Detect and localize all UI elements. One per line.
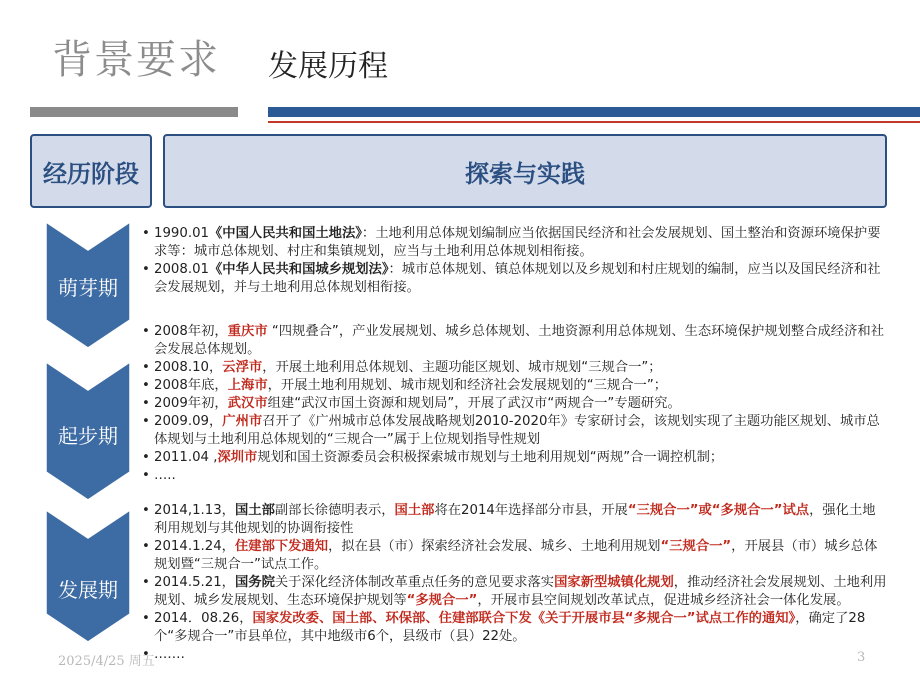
- title-divider-gray: [30, 107, 238, 117]
- stage-column-header: 经历阶段: [30, 134, 152, 208]
- list-item: • …..: [140, 467, 888, 485]
- list-item: • 2008年底，上海市，开展土地利用规划、城市规划和经济社会发展规划的“三规合一”；: [140, 377, 888, 395]
- page-number: 3: [857, 650, 866, 665]
- list-item: • 2008.10，云浮市，开展土地利用总体规划、主题功能区规划、城市规划“三规合一”；: [140, 359, 888, 377]
- stage-label: 萌芽期: [58, 276, 118, 300]
- list-item: • 2009年初，武汉市组建“武汉市国土资源和规划局”，开展了武汉市“两规合一”专题研究。: [140, 395, 888, 413]
- list-item: • 2008.01《中华人民共和国城乡规划法》：城市总体规划、镇总体规划以及乡规划和村庄规划的编制，应当以及国民经济和社会发展规划，并与土地利用总体规划相衔接。: [140, 261, 888, 297]
- list-item: • 2014,1.13，国土部副部长徐德明表示，国土部将在2014年选择部分市县，开展“三规合一”或“多规合一”试点，强化土地利用规划与其他规划的协调衔接性: [140, 502, 888, 538]
- title-divider-thin: [268, 121, 920, 123]
- list-item: • 2008年初，重庆市 “四规叠合”，产业发展规划、城乡总体规划、土地资源利用总体规划、生态环境保护规划整合成经济和社会发展总体规划。: [140, 323, 888, 359]
- list-item: • 2009.09，广州市召开了《广州城市总体发展战略规划2010-2020年》专家研讨会，该规划实现了主题功能区规划、城市总体规划与土地利用总体规划的“三规合一”属于上位规划指导性规划: [140, 413, 888, 449]
- list-item: • 2014.1.24，住建部下发通知，拟在县（市）探索经济社会发展、城乡、土地利用规划“三规合一”，开展县（市）城乡总体规划暨“三规合一”试点工作。: [140, 538, 888, 574]
- list-item: • 2011.04 ,深圳市规划和国土资源委员会积极探索城市规划与土地利用规划“两规”合一调控机制；: [140, 449, 888, 467]
- list-item: • 1990.01《中国人民共和国土地法》：土地利用总体规划编制应当依据国民经济和社会发展规划、国土整治和资源环境保护要求等：城市总体规划、村庄和集镇规划，应当与土地利用总体规划相衔接。: [140, 225, 888, 261]
- practice-column-header: 探索与实践: [163, 134, 887, 208]
- develop-stage-content: [140, 502, 888, 664]
- stage-chevron-develop: [46, 510, 130, 642]
- list-item: • …….: [140, 646, 888, 664]
- footer-date: 2025/4/25 周五: [58, 654, 155, 669]
- page-title: 背景要求: [52, 37, 220, 83]
- stage-label: 起步期: [58, 424, 118, 448]
- stage-chevron-sprout: [46, 222, 130, 348]
- stage-label: 发展期: [58, 578, 118, 602]
- title-divider-blue: [268, 107, 920, 117]
- page-subtitle: 发展历程: [268, 49, 388, 84]
- list-item: • 2014．08.26，国家发改委、国土部、环保部、住建部联合下发《关于开展市县“多规合一”试点工作的通知》，确定了28个“多规合一”市县单位，其中地级市6个，县级市（县）22处。: [140, 610, 888, 646]
- list-item: • 2014.5.21，国务院关于深化经济体制改革重点任务的意见要求落实国家新型城镇化规划，推动经济社会发展规划、土地利用规划、城乡发展规划、生态环境保护规划等“多规合一”，开展市县空间规划改革试点，促进城乡经济社会一体化发展。: [140, 574, 888, 610]
- sprout-stage-content: [140, 225, 888, 297]
- start-stage-content: [140, 323, 888, 485]
- stage-chevron-start: [46, 362, 130, 500]
